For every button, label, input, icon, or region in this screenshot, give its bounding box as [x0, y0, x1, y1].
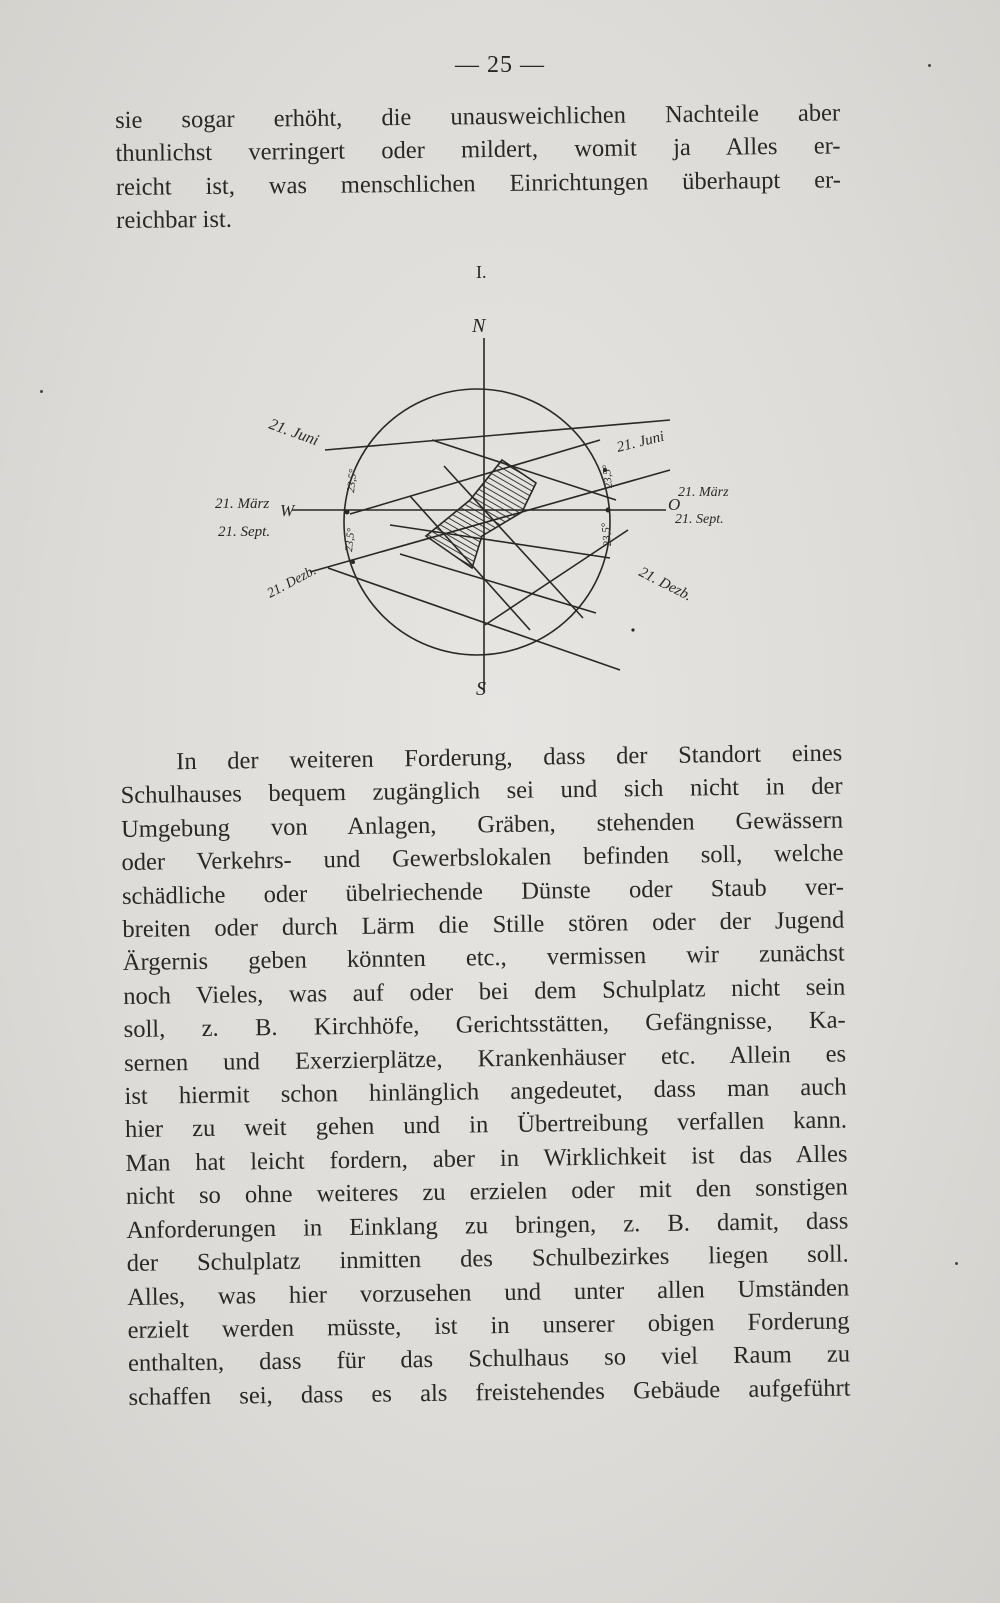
north-label: N — [472, 315, 486, 337]
east-label: O — [668, 495, 681, 514]
text-line: nicht so ohne weiteres zu erzielen oder mit den sonstigen — [125, 1173, 849, 1211]
angle-label: 23,5° — [600, 464, 615, 489]
text-line: soll, z. B. Kirchhöfe, Gerichtsstätten, Gefängnisse, Ka- — [123, 1006, 846, 1044]
text-line: noch Vieles, was auf oder bei dem Schulplatz nicht sein — [123, 973, 846, 1010]
circle-tick — [345, 510, 350, 515]
text-line: Schulhauses bequem zugänglich sei und sich nicht in der — [120, 772, 843, 810]
angle-label: 23,5° — [345, 468, 360, 494]
circle-tick — [351, 560, 355, 564]
page-number: — 25 — — [455, 52, 545, 78]
paper-speck — [40, 390, 43, 393]
sun-orientation-diagram — [200, 300, 760, 720]
text-line: sie sogar erhöht, die unausweichlichen Nachteile aber — [115, 99, 841, 134]
angle-label: 23,5° — [343, 527, 358, 553]
construction-line — [390, 525, 610, 558]
south-label: S — [476, 678, 486, 700]
text-line: oder Verkehrs- und Gewerbslokalen befinden soll, welche — [121, 839, 844, 877]
paragraph-1 — [115, 96, 841, 237]
text-line: Anforderungen in Einklang zu bringen, z. B. damit, dass — [126, 1207, 849, 1244]
angle-label: 23,5° — [599, 522, 614, 547]
right-date-label: 21. Juni — [615, 428, 666, 456]
paper-speck — [928, 64, 931, 67]
left-date-label: 21. Juni — [266, 415, 321, 450]
figure-label: I. — [476, 262, 487, 282]
paragraph-2 — [120, 737, 851, 1415]
building-footprint — [426, 460, 536, 568]
right-date-label: 21. Dezb. — [636, 564, 695, 605]
text-line: erzielt werden müsste, ist in unserer obigen Forderung — [127, 1307, 850, 1344]
left-date-label: 21. März — [215, 496, 270, 512]
text-line: reicht ist, was menschlichen Einrichtungen überhaupt er- — [115, 166, 841, 201]
left-date-label: 21. Dezb. — [264, 563, 319, 602]
text-line: thunlichst verringert oder mildert, womit ja Alles er- — [115, 132, 841, 168]
text-line: schädliche oder übelriechende Dünste oder Staub ver- — [121, 873, 845, 910]
circle-tick — [606, 508, 611, 513]
right-date-label: 21. März — [678, 485, 729, 500]
text-line: Ärgernis geben könnten etc., vermissen wir zunächst — [122, 939, 845, 977]
text-line: Alles, was hier vorzusehen und unter allen Umständen — [127, 1274, 850, 1311]
text-line: ist hiermit schon hinlänglich angedeutet, dass man auch — [124, 1073, 847, 1111]
circle-tick — [631, 628, 634, 631]
text-line: Man hat leicht fordern, aber in Wirklichkeit ist das Alles — [125, 1140, 848, 1177]
west-label: W — [280, 501, 295, 520]
left-date-label: 21. Sept. — [218, 524, 271, 540]
text-line: reichbar ist. — [116, 206, 233, 235]
text-line: der Schulplatz inmitten des Schulbezirkes liegen soll. — [126, 1240, 849, 1278]
right-date-label: 21. Sept. — [675, 512, 724, 527]
text-line: enthalten, dass für das Schulhaus so viel Raum zu — [127, 1340, 851, 1378]
text-line: hier zu weit gehen und in Übertreibung verfallen kann. — [124, 1106, 848, 1144]
text-line: Umgebung von Anlagen, Gräben, stehenden Gewässern — [120, 806, 844, 843]
text-line: In der weiteren Forderung, dass der Standort eines — [176, 739, 843, 776]
text-line: sernen und Exerzierplätze, Krankenhäuser etc. Allein es — [123, 1040, 847, 1077]
text-line: breiten oder durch Lärm die Stille stören oder der Jugend — [122, 906, 845, 944]
text-line: schaffen sei, dass es als freistehendes Gebäude aufgeführt — [128, 1374, 851, 1411]
paper-speck — [955, 1262, 958, 1265]
